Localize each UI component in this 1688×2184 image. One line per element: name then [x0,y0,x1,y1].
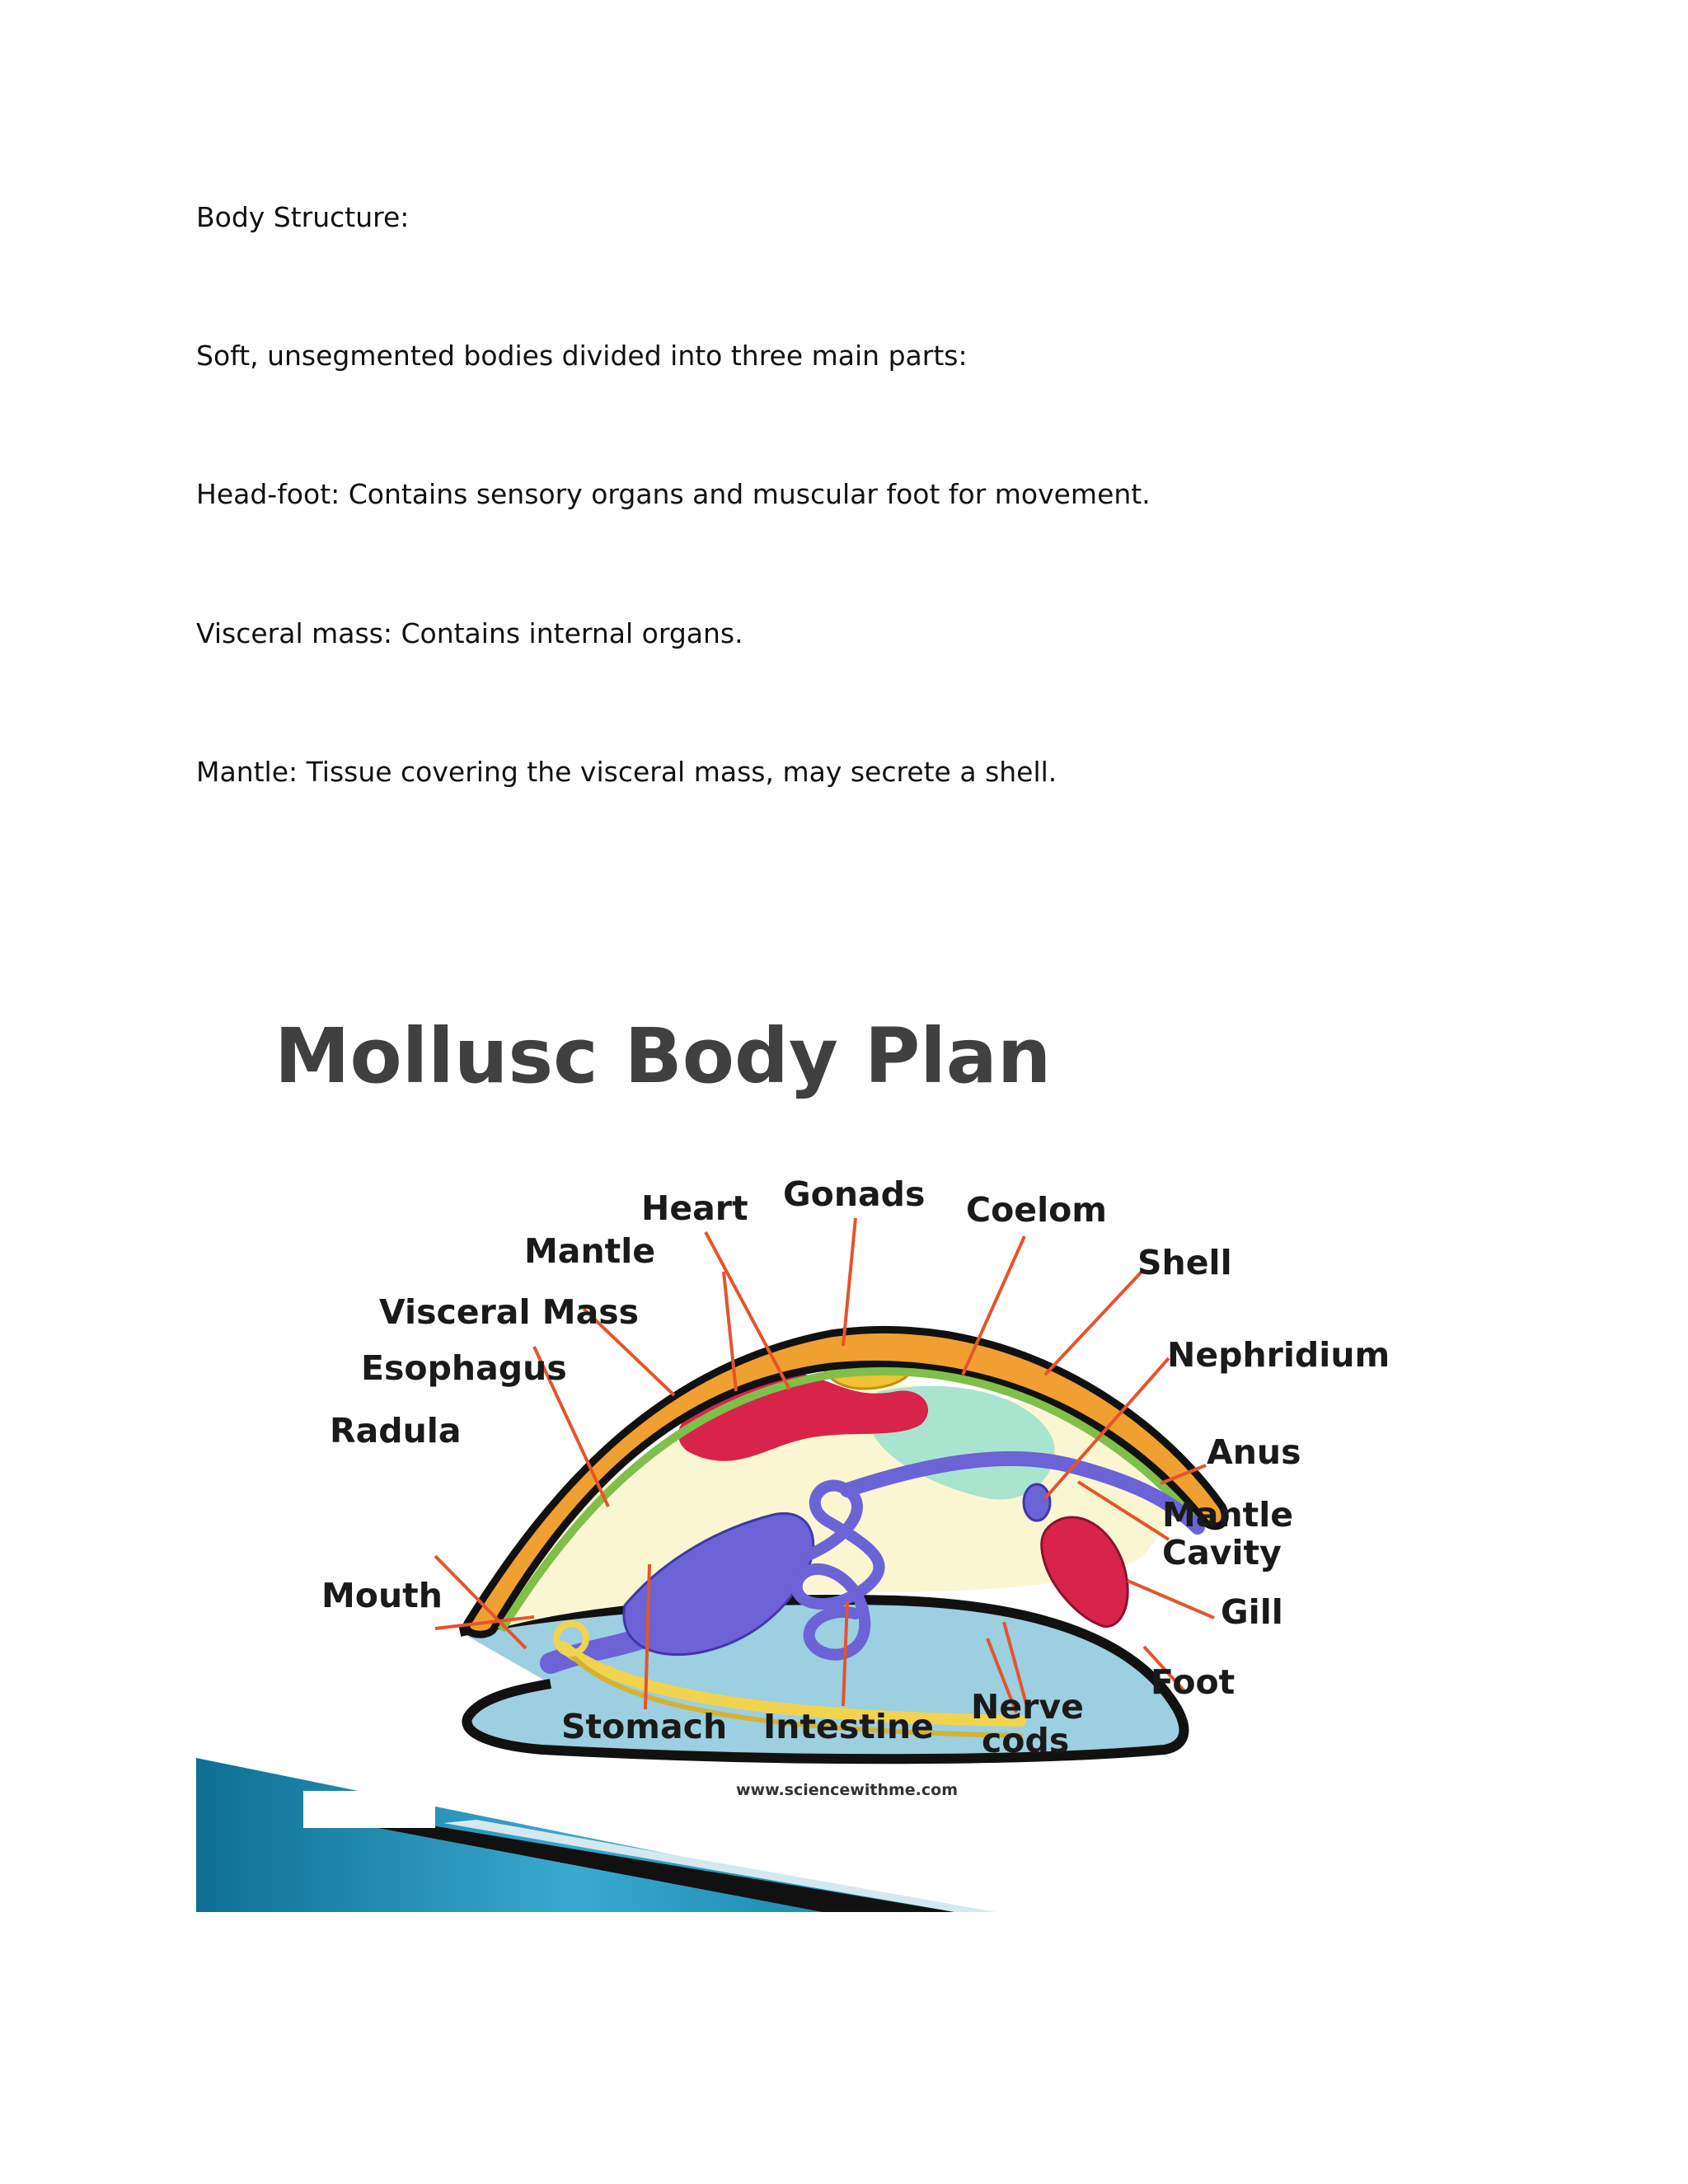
label-visceral-mass: Visceral Mass [379,1292,640,1332]
label-stomach: Stomach [561,1707,728,1746]
label-mouth: Mouth [321,1576,443,1615]
label-nephridium: Nephridium [1167,1335,1390,1375]
label-mantle-cavity-line2: Cavity [1162,1533,1282,1572]
paragraph-visceral-mass: Visceral mass: Contains internal organs. [196,617,743,649]
figure-credit: www.sciencewithme.com [736,1781,958,1799]
mollusc-diagram [196,979,1459,1912]
label-intestine: Intestine [763,1707,934,1746]
label-nerve-cords-line2: cods [982,1721,1070,1760]
heading-body-structure: Body Structure: [196,201,410,233]
label-gonads: Gonads [783,1174,926,1214]
mollusc-body-plan-figure [196,979,1459,1912]
label-esophagus: Esophagus [361,1348,567,1388]
label-heart: Heart [641,1188,748,1228]
paragraph-head-foot: Head-foot: Contains sensory organs and muscular foot for movement. [196,478,1151,510]
label-nerve-cords-line1: Nerve [971,1687,1084,1727]
nephridium-shape [1024,1484,1050,1521]
figure-title: Mollusc Body Plan [274,1012,1052,1100]
label-foot: Foot [1151,1662,1236,1702]
label-anus: Anus [1207,1432,1301,1472]
paragraph-mantle: Mantle: Tissue covering the visceral mass, may secrete a shell. [196,756,1057,788]
paragraph-intro: Soft, unsegmented bodies divided into three main parts: [196,340,968,372]
label-mantle: Mantle [524,1231,656,1271]
label-shell: Shell [1137,1243,1232,1282]
label-radula: Radula [330,1411,462,1451]
label-gill: Gill [1221,1592,1283,1632]
label-coelom: Coelom [966,1190,1108,1230]
label-mantle-cavity-line1: Mantle [1162,1495,1294,1535]
